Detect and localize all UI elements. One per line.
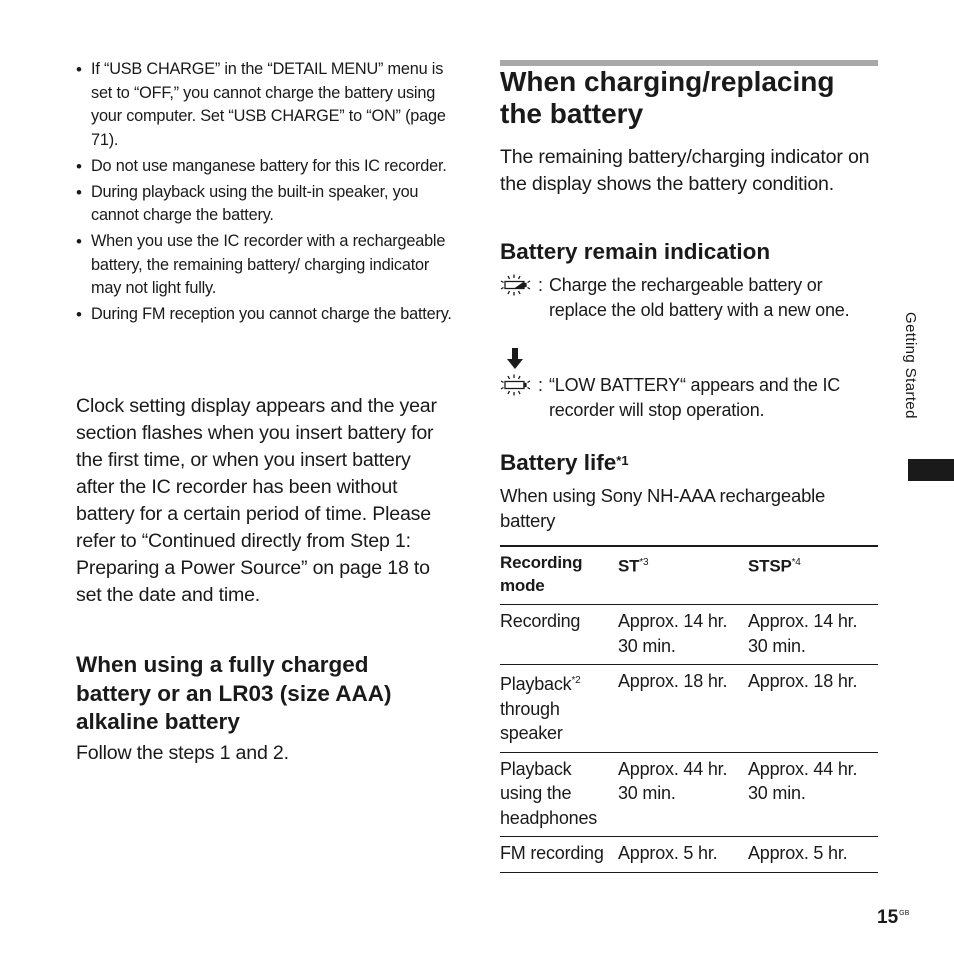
- cell-mode: FM recording: [500, 843, 604, 863]
- page-number: $15^{GB}$: [877, 907, 910, 928]
- cell-st: Approx. 5 hr.: [618, 843, 718, 863]
- notes-list: [76, 58, 456, 329]
- note-item: • During FM reception you cannot charge the battery.: [76, 303, 456, 327]
- cell-st: Approx. 44 hr. 30 min.: [618, 758, 728, 803]
- note-item: • When you use the IC recorder with a rechargeable battery, the remaining battery/ charging indicator may not light fully.: [76, 230, 456, 301]
- battery-life-table: [500, 545, 878, 873]
- indication-text: Charge the rechargeable battery or replace the old battery with a new one.: [549, 275, 850, 320]
- table-row: [500, 665, 878, 753]
- cell-st: Approx. 18 hr.: [618, 671, 728, 691]
- note-item: • Do not use manganese battery for this IC recorder.: [76, 155, 456, 179]
- section-side-label: Getting Started: [902, 312, 919, 419]
- battery-life-heading: [500, 449, 629, 477]
- battery-empty-flashing-icon: [500, 273, 538, 322]
- footnote-marker: *1: [616, 453, 629, 468]
- footnote-marker: *4: [791, 557, 801, 568]
- indication-separator: :: [538, 375, 543, 395]
- battery-life-heading-text: Battery life: [500, 450, 617, 475]
- section-heading-fully-charged: When using a fully charged battery or an LR03 (size AAA) alkaline battery: [76, 652, 392, 734]
- indication-text: “LOW BATTERY“ appears and the IC recorder will stop operation.: [549, 375, 841, 420]
- cell-stsp: Approx. 44 hr. 30 min.: [748, 758, 858, 803]
- clock-paragraph: Clock setting display appears and the year section flashes when you insert battery for the first time, or when you insert battery after the IC recorder has been without battery for a certain period of time. Please refer to “Continued directly from Step 1: Preparing a Power Source” on page 18 to set the date and time.: [76, 395, 437, 606]
- table-row: [500, 837, 878, 873]
- cell-mode: Recording: [500, 611, 581, 631]
- column-header-st: ST$^{*3}$: [618, 556, 649, 576]
- indication-row: [500, 373, 880, 422]
- cell-stsp: Approx. 18 hr.: [748, 671, 858, 691]
- battery-empty-flashing-icon: [500, 373, 538, 422]
- page-suffix: GB: [899, 910, 910, 917]
- follow-steps-text: Follow the steps 1 and 2.: [76, 742, 289, 764]
- arrow-down-icon: [507, 348, 523, 375]
- footnote-marker: *2: [571, 675, 581, 686]
- table-row: [500, 605, 878, 665]
- when-using-text: When using Sony NH-AAA rechargeable battery: [500, 485, 826, 531]
- cell-st: Approx. 14 hr. 30 min.: [618, 611, 728, 656]
- column-header-recording-mode: Recording mode: [500, 553, 583, 595]
- footnote-marker: *3: [639, 557, 649, 568]
- cell-stsp: Approx. 5 hr.: [748, 843, 848, 863]
- page-title: When charging/replacing the battery: [500, 66, 835, 129]
- note-item: • If “USB CHARGE” in the “DETAIL MENU” menu is set to “OFF,” you cannot charge the battery using your computer. Set “USB CHARGE” to “ON” (page 71).: [76, 58, 456, 152]
- intro-paragraph: The remaining battery/charging indicator on the display shows the battery condition.: [500, 146, 870, 195]
- note-item: • During playback using the built-in speaker, you cannot charge the battery.: [76, 181, 456, 228]
- section-tab-marker: [908, 459, 954, 481]
- battery-remain-heading: Battery remain indication: [500, 239, 771, 264]
- cell-mode: Playback using the headphones: [500, 758, 598, 828]
- cell-mode: Playback$^{*2}$ through speaker: [500, 674, 581, 743]
- column-header-stsp: STSP$^{*4}$: [748, 556, 801, 576]
- indication-row: [500, 273, 880, 322]
- cell-stsp: Approx. 14 hr. 30 min.: [748, 611, 858, 656]
- table-header-row: [500, 546, 878, 605]
- indication-separator: :: [538, 275, 543, 295]
- table-row: [500, 752, 878, 837]
